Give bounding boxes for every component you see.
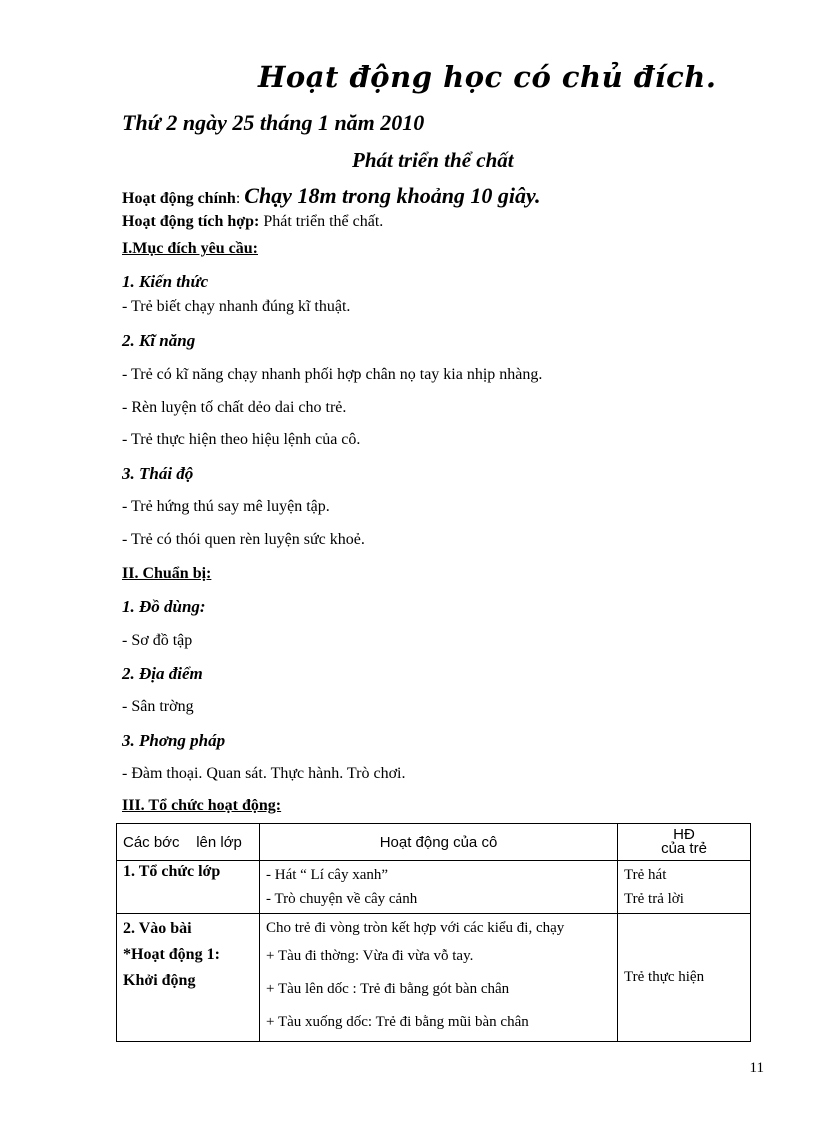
table-header-child [618,824,751,861]
row2-step-line: Khởi động [123,972,196,989]
integrated-activity [122,213,383,231]
row2-teacher [260,914,618,1042]
lesson-subject: Phát triển thể chất [352,148,514,172]
row2-child: Trẻ thực hiện [618,914,751,1042]
skill-title: 2. Kĩ năng [122,331,196,350]
row2-teacher-line: Cho trẻ đi vòng tròn kết hợp với các kiểu đi, chạy [266,920,565,936]
table-header-child-line2: của trẻ [661,840,707,857]
main-activity: Hoạt động chính: Chạy 18m trong khoảng 10 giây. [122,183,541,208]
row2-step [117,914,260,1042]
table-row [117,914,751,1042]
integrated-activity-value: Phát triển thể chất. [263,213,384,230]
place-item: - Sân trờng [122,698,194,715]
table-header-teacher: Hoạt động của cô [260,824,618,861]
main-activity-value: Chạy 18m trong khoảng 10 giây. [244,183,541,208]
place-title: 2. Địa điểm [122,664,203,683]
skill-item: - Trẻ thực hiện theo hiệu lệnh của cô. [122,431,361,448]
row2-teacher-line: + Tàu lên dốc : Trẻ đi bằng gót bàn chân [266,981,510,997]
page-number: 11 [749,1060,764,1076]
table-header-row [117,824,751,861]
attitude-title: 3. Thái độ [122,464,194,483]
section-heading-organization: III. Tổ chức hoạt động: [122,797,282,814]
skill-item: - Trẻ có kĩ năng chạy nhanh phối hợp chân nọ tay kia nhịp nhàng. [122,366,543,383]
table-header-child-line1: HĐ [673,826,695,843]
integrated-activity-label: Hoạt động tích hợp: [122,213,260,230]
row2-step-line: 2. Vào bài [123,920,192,937]
method-item: - Đàm thoại. Quan sát. Thực hành. Trò chơi. [122,765,406,782]
table-header-steps: Các bớc lên lớp [117,824,260,861]
section-heading-goals: I.Mục đích yêu cầu: [122,240,258,257]
lesson-date: Thứ 2 ngày 25 tháng 1 năm 2010 [122,110,425,135]
knowledge-title: 1. Kiến thức [122,272,209,291]
section-heading-preparation: II. Chuẩn bị: [122,565,212,582]
row2-teacher-line: + Tàu xuống dốc: Trẻ đi bằng mũi bàn chân [266,1014,529,1030]
activity-table [116,823,751,1042]
attitude-item: - Trẻ có thói quen rèn luyện sức khoẻ. [122,531,365,548]
row2-teacher-line: + Tàu đi thờng: Vừa đi vừa vỗ tay. [266,948,474,964]
main-activity-label: Hoạt động chính [122,190,236,207]
row1-teacher-line: - Hát “ Lí cây xanh” [266,867,389,883]
row1-child-line: Trẻ hát [624,867,667,883]
method-title: 3. Phơng pháp [122,731,226,750]
row1-teacher [260,861,618,914]
tools-title: 1. Đồ dùng: [122,597,206,616]
document-title: Hoạt động học có chủ đích. [258,60,717,94]
row1-child-line: Trẻ trả lời [624,891,684,907]
table-row [117,861,751,914]
row2-step-line: *Hoạt động 1: [123,946,220,963]
knowledge-item: - Trẻ biết chạy nhanh đúng kĩ thuật. [122,298,351,315]
row1-child [618,861,751,914]
skill-item: - Rèn luyện tố chất dẻo dai cho trẻ. [122,399,347,416]
tools-item: - Sơ đồ tập [122,632,193,649]
row1-step: 1. Tổ chức lớp [117,861,260,914]
row1-teacher-line: - Trò chuyện về cây cảnh [266,891,418,907]
attitude-item: - Trẻ hứng thú say mê luyện tập. [122,498,330,515]
